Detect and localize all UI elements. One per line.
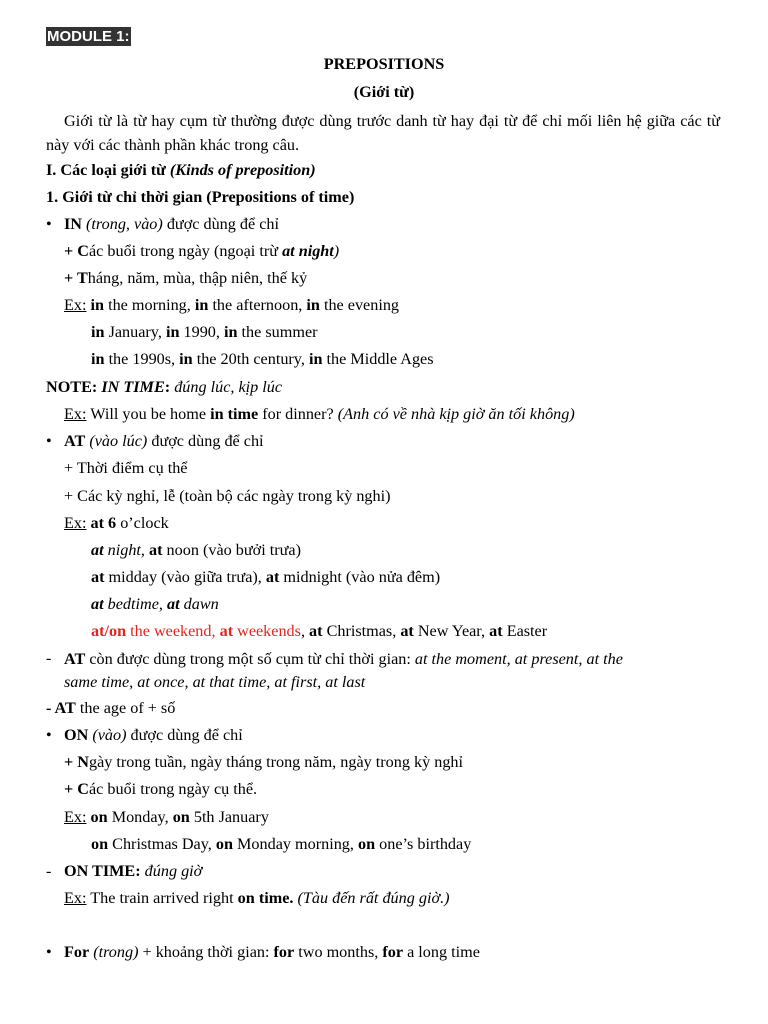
at-age-rest: the age of + số	[75, 699, 176, 717]
at-ex2-bi: at	[91, 541, 104, 559]
for-t2: a long time	[403, 943, 480, 961]
in-heading	[64, 214, 279, 234]
ex-label: Ex:	[64, 889, 87, 907]
bullet-icon: •	[46, 943, 52, 961]
at-ex5-t3: New Year,	[413, 622, 490, 640]
for-meaning: (trong)	[89, 943, 139, 961]
at-phrases	[64, 648, 720, 694]
ontime-meaning: đúng giờ	[140, 862, 203, 880]
module-heading	[46, 26, 131, 47]
in-rule1-close: )	[333, 242, 340, 260]
note-label: NOTE:	[46, 378, 102, 396]
bullet-icon: •	[46, 432, 52, 450]
on-ex2-b3: on	[357, 835, 376, 853]
for-line	[64, 942, 480, 962]
in-example-2	[91, 322, 318, 342]
on-rule-2	[64, 779, 257, 799]
on-ex2-t2: Monday morning,	[232, 835, 358, 853]
in-rule-2	[64, 268, 307, 288]
for-b1: for	[273, 943, 295, 961]
ex-label: Ex:	[64, 296, 87, 314]
on-ex1-t1: Monday,	[107, 808, 173, 826]
at-ex3-b1: at	[91, 568, 105, 586]
dash-marker: -	[46, 649, 52, 667]
note-ex-bold: in time	[210, 405, 259, 423]
at-ex5-red-t1: the weekend,	[126, 622, 220, 640]
at-ex3-b2: at	[265, 568, 280, 586]
in-rule1-rest: ác buổi trong ngày (ngoại trừ	[88, 242, 283, 260]
at-ex5-t1: ,	[300, 622, 310, 640]
at-ex5-t2: Christmas,	[322, 622, 401, 640]
on-ex2-t1: Christmas Day,	[108, 835, 216, 853]
section-label: I. Các loại giới từ	[46, 161, 170, 179]
on-word: ON	[64, 726, 89, 744]
note-line	[46, 377, 282, 397]
in-meaning: (trong, vào)	[86, 215, 163, 233]
for-t1: two months,	[294, 943, 383, 961]
at-phrase-list-2: same time, at once, at that time, at first, at last	[64, 673, 366, 691]
on-ex1-b1: on	[90, 808, 108, 826]
at-rule-1: + Thời điểm cụ thể	[64, 459, 188, 477]
example-text: the morning,	[104, 296, 195, 314]
preposition-bold: in	[194, 296, 209, 314]
at-example-5	[91, 621, 547, 641]
note-term: IN TIME	[101, 378, 165, 396]
at-ex4-i2: dawn	[179, 595, 219, 613]
at-phrase-word: AT	[64, 650, 86, 668]
note-example	[64, 404, 575, 424]
at-ex4-i1: bedtime,	[103, 595, 167, 613]
at-ex5-b4: at	[400, 622, 414, 640]
example-text: the afternoon,	[208, 296, 307, 314]
at-word: AT	[64, 432, 86, 450]
note-colon: :	[164, 378, 175, 396]
on-example-2	[91, 834, 471, 854]
preposition-bold: in	[91, 350, 105, 368]
at-example-4	[91, 594, 219, 614]
in-rule1-bold: at night	[282, 242, 334, 260]
example-text: the Middle Ages	[322, 350, 434, 368]
on-rule2-rest: ác buổi trong ngày cụ thể.	[88, 780, 258, 798]
on-meaning: (vào)	[92, 726, 127, 744]
subsection-heading: 1. Giới từ chỉ thời gian (Prepositions of time)	[46, 188, 355, 206]
in-rule2-rest: háng, năm, mùa, thập niên, thế kỷ	[87, 269, 308, 287]
bullet-icon: •	[46, 215, 52, 233]
on-rule1-rest: gày trong tuần, ngày tháng trong năm, ngày trong kỳ nghỉ	[88, 753, 464, 771]
at-ex5-t4: Easter	[502, 622, 548, 640]
note-meaning: đúng lúc, kịp lúc	[174, 378, 283, 396]
on-rest: được dùng để chỉ	[126, 726, 243, 744]
on-heading	[64, 725, 243, 745]
in-rule2-plus: + T	[64, 269, 88, 287]
at-age-line	[46, 698, 175, 718]
on-ex1-b2: on	[172, 808, 190, 826]
example-text: January,	[104, 323, 166, 341]
at-ex2-b: at	[149, 541, 163, 559]
at-ex5-red-b1: at/on	[91, 622, 127, 640]
section-heading	[46, 160, 316, 180]
for-word: For	[64, 943, 90, 961]
at-ex5-red-b2: at	[219, 622, 234, 640]
note-ex-translation: (Anh có về nhà kịp giờ ăn tối không)	[337, 405, 575, 423]
at-ex5-red-t2: weekends	[233, 622, 301, 640]
on-example-1	[64, 807, 269, 827]
at-ex1-rest: o’clock	[116, 514, 169, 532]
for-b2: for	[382, 943, 404, 961]
at-example-3	[91, 567, 440, 587]
ex-label: Ex:	[64, 405, 87, 423]
in-rest: được dùng để chỉ	[162, 215, 280, 233]
at-ex2-sep: ,	[140, 541, 150, 559]
at-rest: được dùng để chỉ	[147, 432, 264, 450]
on-rule-1	[64, 752, 463, 772]
at-phrase-list-1: at the moment, at present, at the	[414, 650, 623, 668]
ontime-example	[64, 888, 450, 908]
preposition-bold: in	[223, 323, 238, 341]
dash-marker: -	[46, 862, 52, 880]
at-meaning: (vào lúc)	[89, 432, 148, 450]
at-rule-2: + Các kỳ nghỉ, lễ (toàn bộ các ngày trong kỳ nghi)	[64, 487, 391, 505]
for-rest: + khoảng thời gian:	[138, 943, 274, 961]
note-ex-post: for dinner?	[258, 405, 338, 423]
at-ex4-b2: at	[166, 595, 180, 613]
at-ex4-b1: at	[91, 595, 104, 613]
ex-label: Ex:	[64, 514, 87, 532]
in-rule1-plus: + C	[64, 242, 89, 260]
ontime-ex-bold: on time.	[237, 889, 294, 907]
at-ex5-b5: at	[489, 622, 503, 640]
in-example-1	[64, 295, 399, 315]
ontime-word: ON TIME:	[64, 862, 141, 880]
ontime-ex-pre: The train arrived right	[86, 889, 238, 907]
in-example-3	[91, 349, 434, 369]
at-ex2-rest: noon (vào bưởi trưa)	[162, 541, 301, 559]
at-age-pre: -	[46, 699, 55, 717]
preposition-bold: in	[308, 350, 323, 368]
preposition-bold: in	[90, 296, 105, 314]
on-rule1-plus: + N	[64, 753, 89, 771]
page-title: PREPOSITIONS	[323, 55, 445, 73]
ex-label: Ex:	[64, 808, 87, 826]
preposition-bold: in	[179, 350, 193, 368]
at-phrase-rest: còn được dùng trong một số cụm từ chỉ thời gian:	[85, 650, 415, 668]
example-text: the evening	[319, 296, 400, 314]
at-age-word: AT	[54, 699, 76, 717]
section-label-italic: (Kinds of preposition)	[169, 161, 316, 179]
bullet-icon: •	[46, 726, 52, 744]
preposition-bold: in	[165, 323, 180, 341]
on-ex1-t2: 5th January	[189, 808, 269, 826]
at-ex2-i: night	[103, 541, 141, 559]
example-text: 1990,	[179, 323, 224, 341]
at-ex3-t2: midnight (vào nửa đêm)	[279, 568, 441, 586]
at-ex1-bold: at 6	[90, 514, 117, 532]
ontime-line	[64, 861, 202, 881]
at-example-1	[64, 513, 169, 533]
at-heading	[64, 431, 264, 451]
preposition-bold: in	[91, 323, 105, 341]
example-text: the 1990s,	[104, 350, 180, 368]
preposition-bold: in	[306, 296, 320, 314]
at-ex3-t1: midday (vào giữa trưa),	[104, 568, 266, 586]
at-example-2	[91, 540, 301, 560]
on-ex2-b2: on	[215, 835, 233, 853]
on-rule2-plus: + C	[64, 780, 89, 798]
ontime-ex-translation: (Tàu đến rất đúng giờ.)	[293, 889, 450, 907]
on-ex2-b1: on	[91, 835, 109, 853]
example-text: the summer	[237, 323, 318, 341]
note-ex-pre: Will you be home	[86, 405, 211, 423]
module-label: MODULE 1:	[47, 28, 130, 45]
page-subtitle: (Giới từ)	[353, 83, 415, 101]
example-text: the 20th century,	[192, 350, 309, 368]
in-word: IN	[64, 215, 82, 233]
on-ex2-t3: one’s birthday	[375, 835, 472, 853]
in-rule-1	[64, 241, 339, 261]
at-ex5-b3: at	[309, 622, 323, 640]
intro-paragraph: Giới từ là từ hay cụm từ thường được dùng trước danh từ hay đại từ để chỉ mối liên hệ giữa các từ này với các thành phần khác trong câu.	[46, 112, 720, 154]
